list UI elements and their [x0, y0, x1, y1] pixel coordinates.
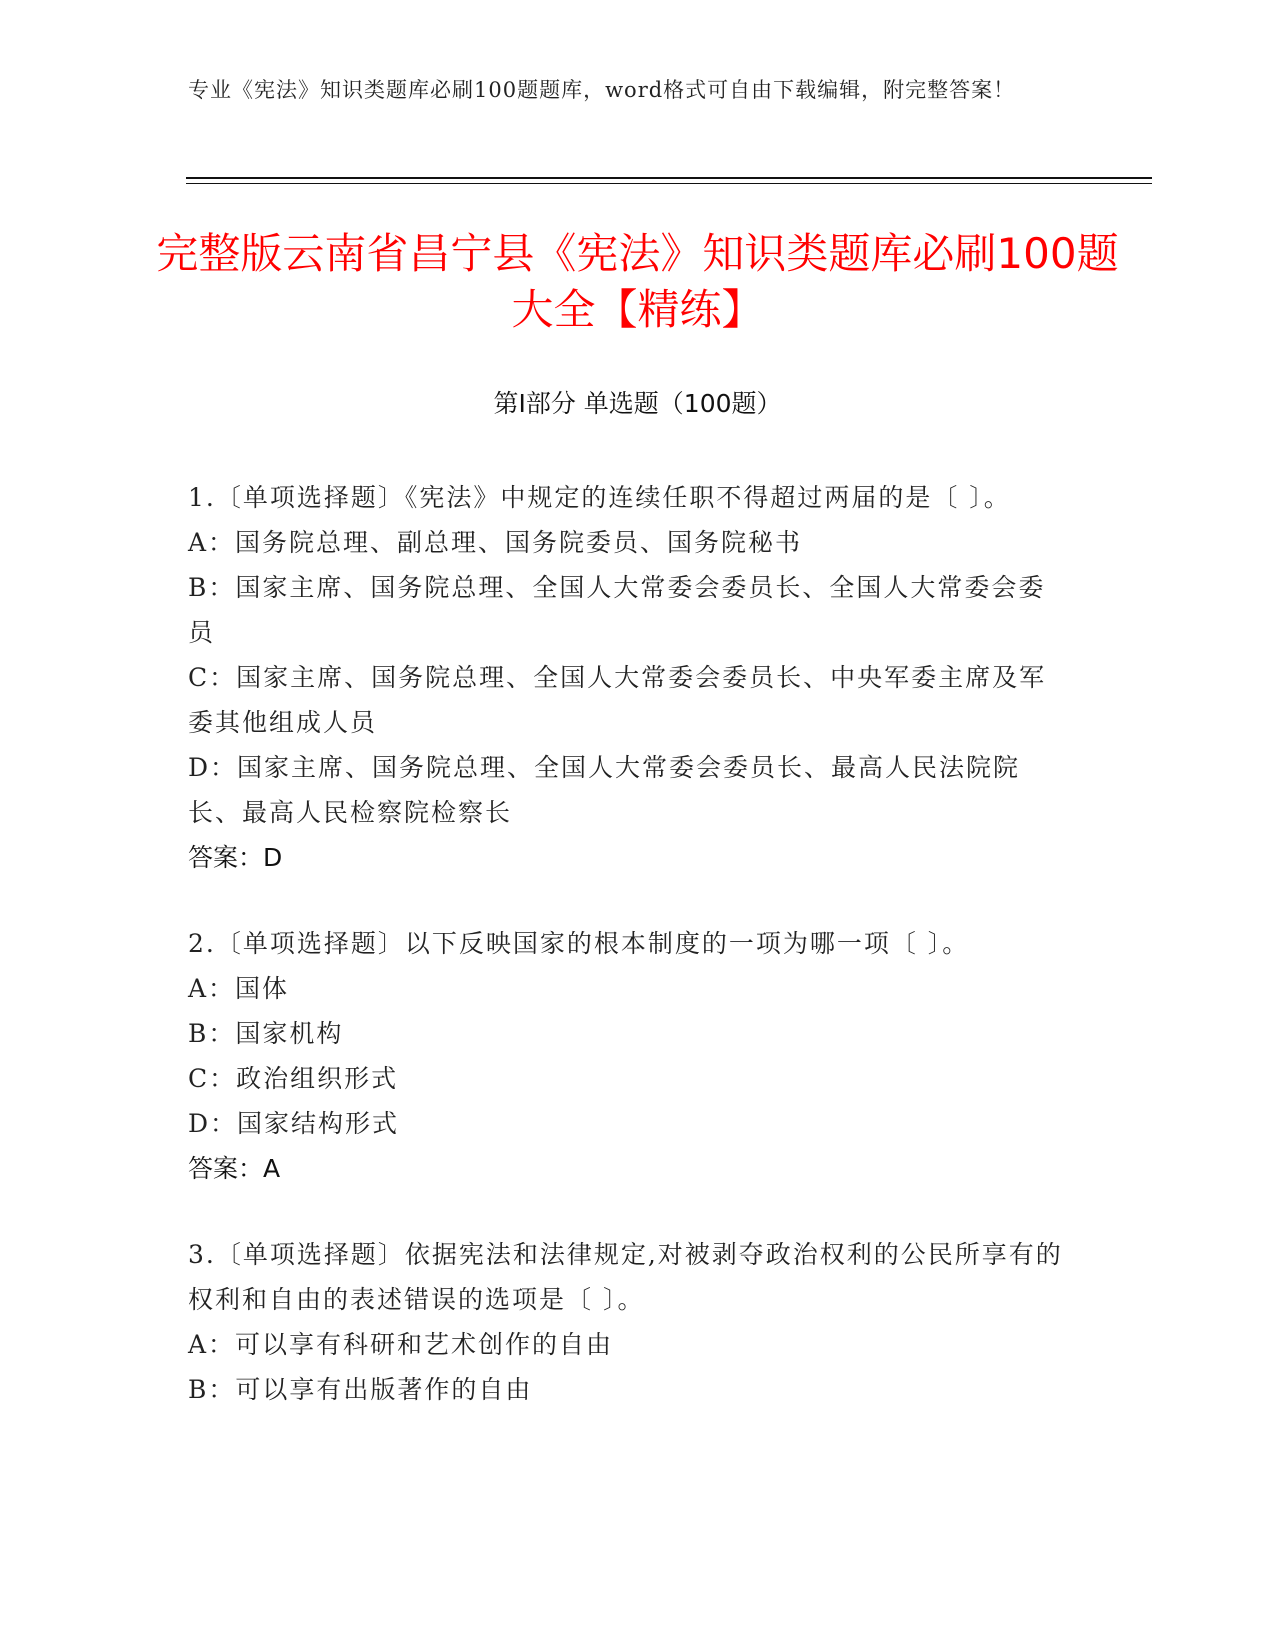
option-b: B：国家主席、国务院总理、全国人大常委会委员长、全国人大常委会委员 [188, 573, 1046, 647]
option-a: A：国体 [188, 974, 290, 1003]
document-title: 完整版云南省昌宁县《宪法》知识类题库必刷100题大全【精练】 [156, 229, 1119, 334]
option-d: D：国家主席、国务院总理、全国人大常委会委员长、最高人民法院院长、最高人民检察院检察长 [188, 753, 1021, 827]
option-a: A：国务院总理、副总理、国务院委员、国务院秘书 [188, 528, 803, 557]
header-divider-thick [186, 177, 1152, 179]
section-heading: 第Ⅰ部分 单选题（100题） [493, 389, 782, 418]
question-stem: 1.〔单项选择题〕《宪法》中规定的连续任职不得超过两届的是〔 〕。 [188, 483, 1011, 512]
question-stem: 3.〔单项选择题〕依据宪法和法律规定,对被剥夺政治权利的公民所享有的权利和自由的表述错误的选项是〔 〕。 [188, 1240, 1063, 1314]
question-3 [188, 1232, 1068, 1412]
header-divider-thin [186, 183, 1152, 184]
option-b: B：国家机构 [188, 1019, 344, 1048]
option-c: C：政治组织形式 [188, 1064, 399, 1093]
header-note: 专业《宪法》知识类题库必刷100题题库，word格式可自由下载编辑，附完整答案！ [188, 78, 1016, 102]
question-stem: 2.〔单项选择题〕以下反映国家的根本制度的一项为哪一项〔 〕。 [188, 929, 970, 958]
answer: 答案：A [188, 1154, 281, 1183]
option-c: C：国家主席、国务院总理、全国人大常委会委员长、中央军委主席及军委其他组成人员 [188, 663, 1047, 737]
option-a: A：可以享有科研和艺术创作的自由 [188, 1330, 614, 1359]
option-d: D：国家结构形式 [188, 1109, 400, 1138]
question-2 [188, 921, 1068, 1191]
question-list [188, 475, 1068, 1453]
option-b: B：可以享有出版著作的自由 [188, 1375, 533, 1404]
answer: 答案：D [188, 843, 283, 872]
question-1 [188, 475, 1068, 880]
